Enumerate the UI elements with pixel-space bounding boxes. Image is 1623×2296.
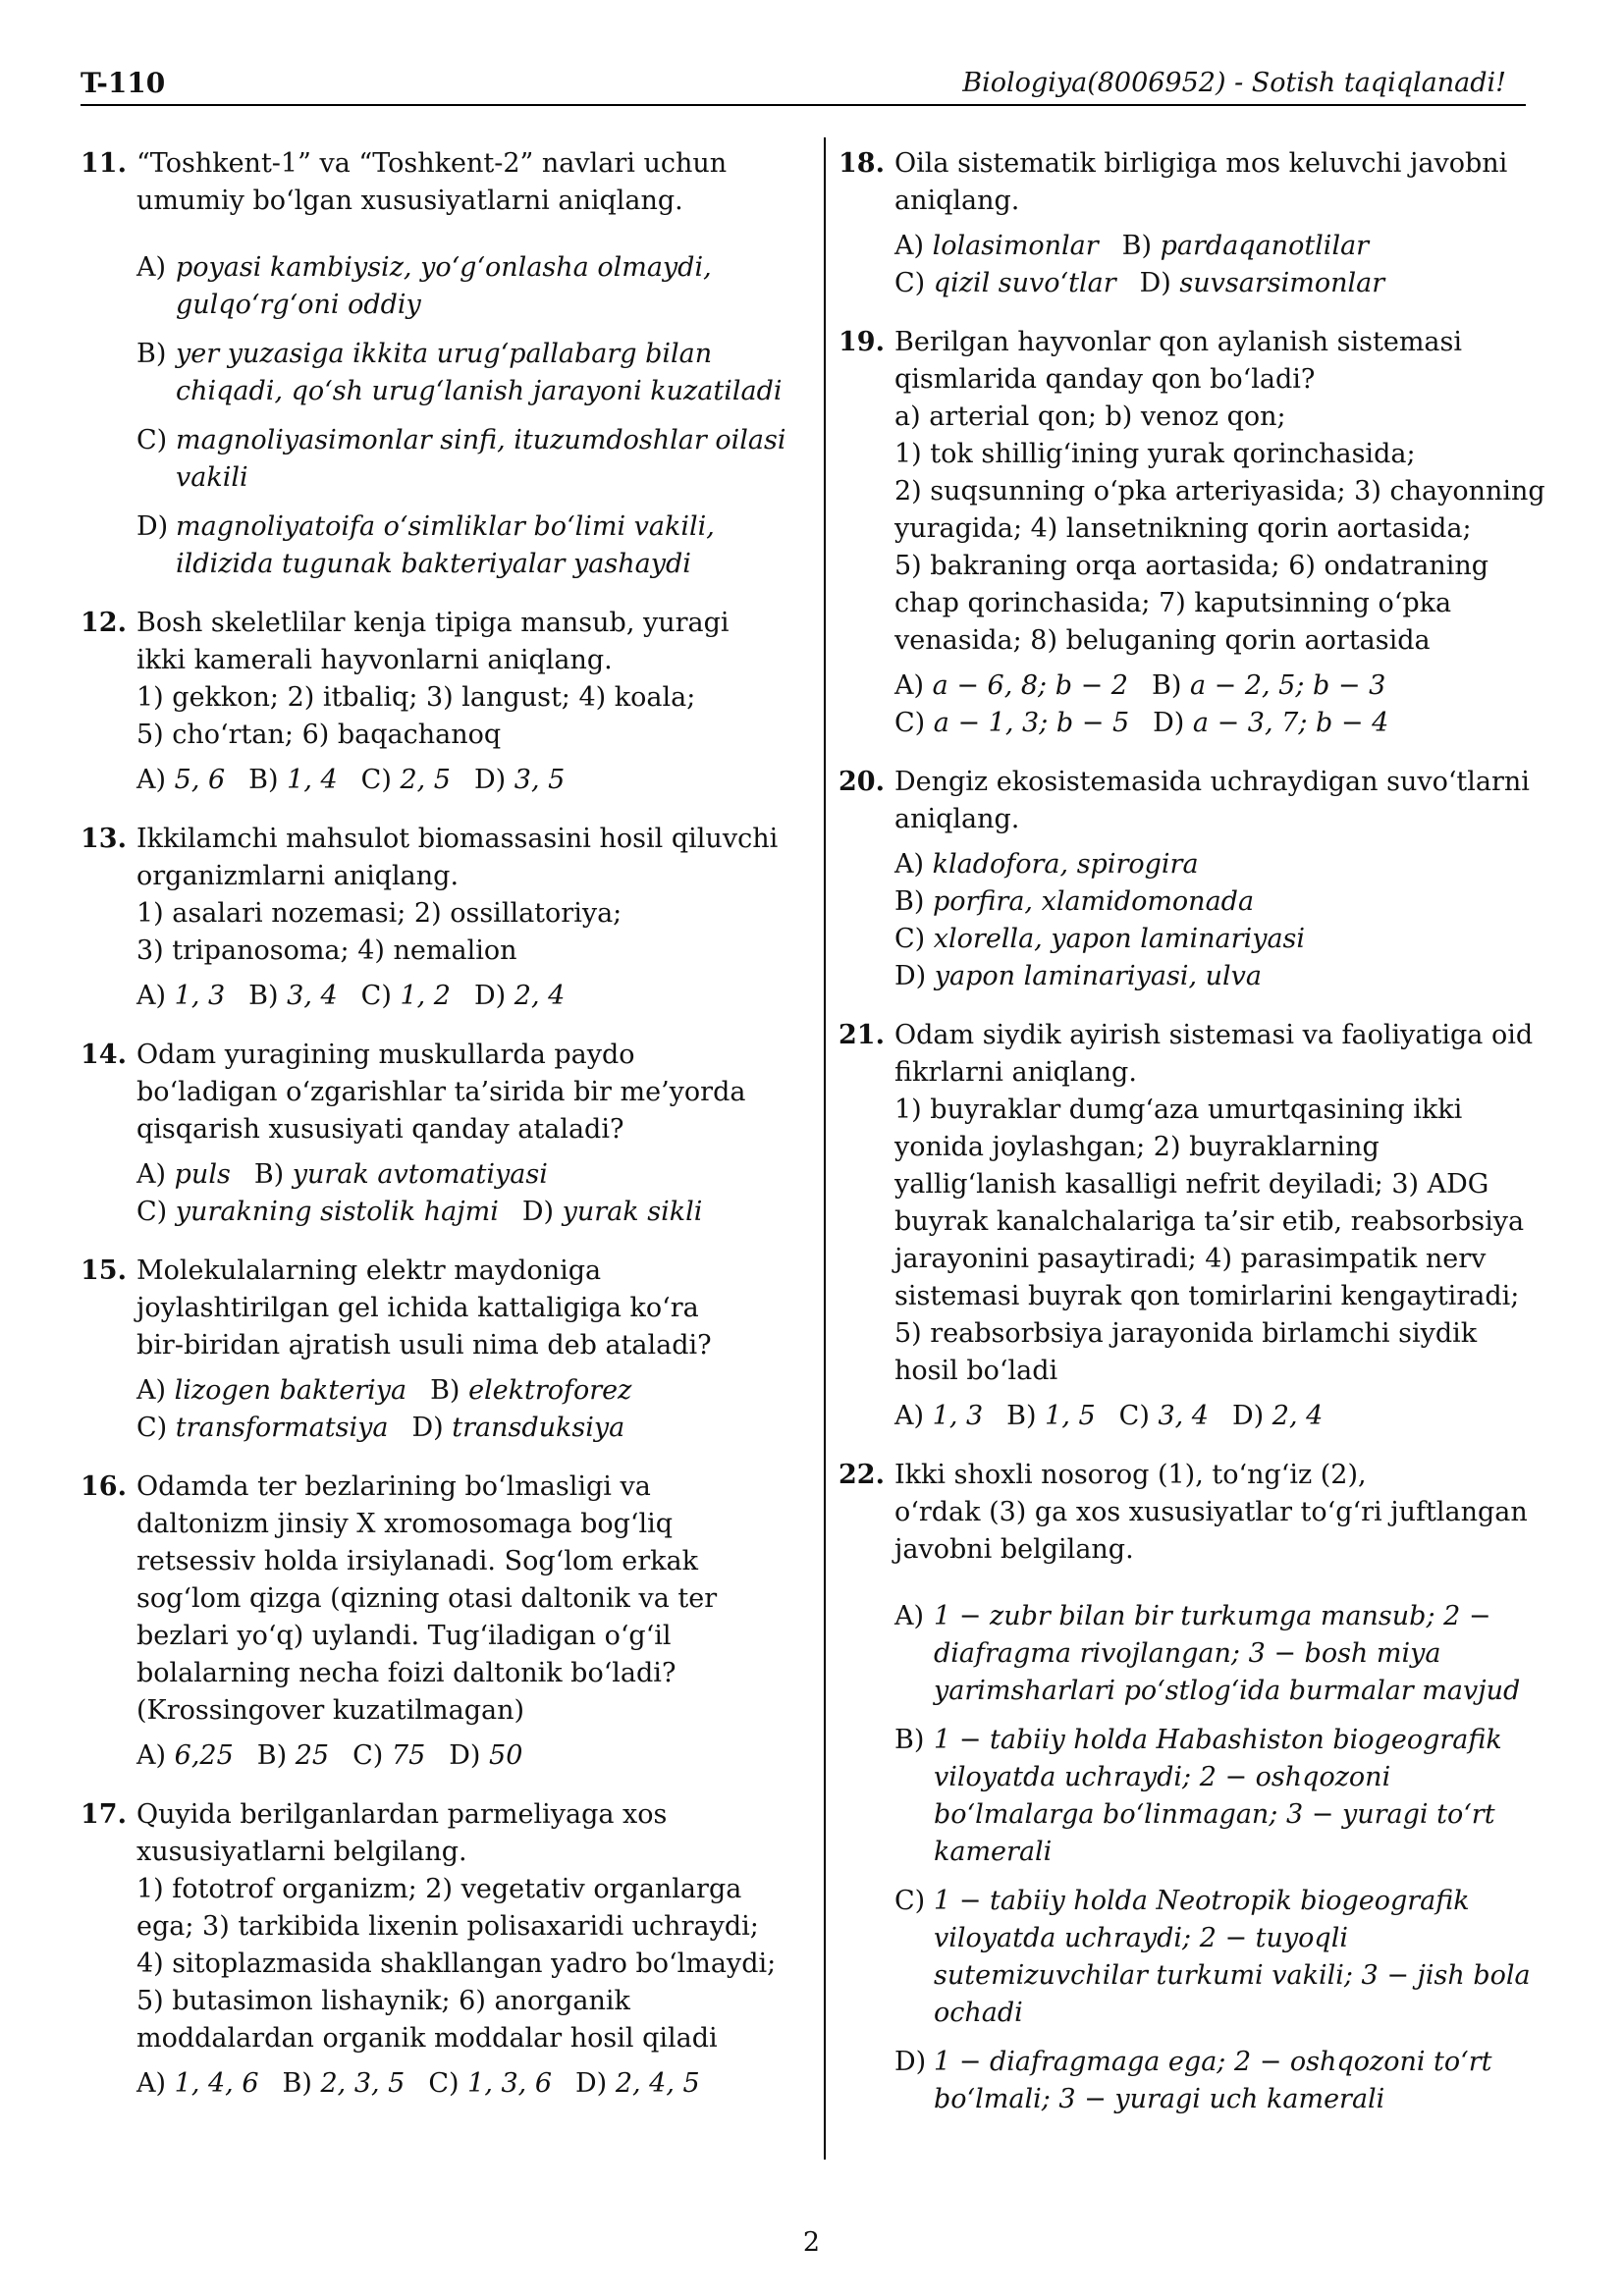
question-text-line: o‘rdak (3) ga xos xususiyatlar to‘g‘ri juftlangan xyxy=(894,1497,1528,1527)
option-text: qizil suvo‘tlar xyxy=(933,268,1116,298)
page-header xyxy=(81,61,1526,104)
question-number: 20. xyxy=(839,767,885,797)
answer-row xyxy=(894,705,1526,742)
question-text-line: bolalarning necha foizi daltonik bo‘ladi? xyxy=(136,1658,676,1688)
answer-option[interactable] xyxy=(136,508,768,583)
option-text-line: yarimsharlari po‘stlog‘ida burmalar mavjud xyxy=(934,1676,1521,1706)
question-text-line: ikki kamerali hayvonlarni aniqlang. xyxy=(136,645,613,675)
question-number: 19. xyxy=(839,327,885,357)
option-text: a − 2, 5; b − 3 xyxy=(1189,670,1386,701)
option-letter: C) xyxy=(894,268,926,298)
option-text: yapon laminariyasi, ulva xyxy=(934,961,1263,991)
option-text: porfira, xlamidomonada xyxy=(932,886,1255,917)
answer-option[interactable] xyxy=(1153,705,1388,742)
option-text-line: gulqo‘rg‘oni oddiy xyxy=(176,290,421,320)
option-text: 2, 3, 5 xyxy=(320,2068,406,2099)
option-letter: A) xyxy=(136,1740,167,1771)
answer-row xyxy=(136,2065,768,2103)
question-text-line: javobni belgilang. xyxy=(894,1534,1134,1565)
answer-option[interactable] xyxy=(254,1156,548,1194)
answer-option[interactable] xyxy=(248,762,338,799)
option-text: a − 6, 8; b − 2 xyxy=(932,670,1128,701)
header-rule xyxy=(81,104,1526,106)
answer-option[interactable] xyxy=(136,2065,259,2103)
question-text-line: chap qorinchasida; 7) kaputsinning o‘pka xyxy=(894,588,1452,618)
answer-option[interactable] xyxy=(894,667,1128,705)
answer-option[interactable] xyxy=(283,2065,406,2103)
answer-options xyxy=(136,2065,768,2103)
option-text-line: vakili xyxy=(176,462,248,493)
option-letter: D) xyxy=(1139,268,1171,298)
answer-option[interactable] xyxy=(894,1598,1526,1710)
option-letter: D) xyxy=(449,1740,481,1771)
question-text-line: 1) buyraklar dumg‘aza umurtqasining ikki xyxy=(894,1095,1463,1125)
answer-option[interactable] xyxy=(411,1410,624,1447)
answer-row xyxy=(894,1398,1526,1435)
question-text-line: venasida; 8) beluganing qorin aortasida xyxy=(894,625,1431,656)
option-text-line: magnoliyatoifa o‘simliklar bo‘limi vakili, xyxy=(176,511,715,542)
option-text: 1, 2 xyxy=(400,981,451,1011)
question xyxy=(839,324,1545,742)
option-letter: B) xyxy=(1151,670,1182,701)
answer-option[interactable] xyxy=(136,1156,231,1194)
question-text-line: yuragida; 4) lansetnikning qorin aortasida; xyxy=(894,513,1472,544)
option-letter: C) xyxy=(428,2068,460,2099)
option-letter: B) xyxy=(894,1725,925,1755)
option-letter: D) xyxy=(474,981,507,1011)
answer-option[interactable] xyxy=(474,762,565,799)
answer-options xyxy=(136,762,768,799)
answer-options xyxy=(136,978,768,1015)
answer-option[interactable] xyxy=(1152,667,1385,705)
option-letter: C) xyxy=(352,1740,384,1771)
question-text-line: Molekulalarning elektr maydoniga xyxy=(136,1255,602,1286)
question-number: 17. xyxy=(81,1799,127,1830)
question-number: 18. xyxy=(839,148,885,179)
question-text-line: sog‘lom qizga (qizning otasi daltonik va ter xyxy=(136,1583,718,1614)
option-text: 1, 5 xyxy=(1045,1401,1096,1431)
answer-option[interactable] xyxy=(136,978,225,1015)
question-number: 15. xyxy=(81,1255,127,1286)
question-text-line: ega; 3) tarkibida lixenin polisaxaridi uchraydi; xyxy=(136,1911,759,1942)
option-letter: D) xyxy=(894,961,927,991)
question-text-line: Bosh skeletlilar kenja tipiga mansub, yuragi xyxy=(136,608,730,638)
option-text-line: 1 − tabiiy holda Neotropik biogeografik xyxy=(934,1886,1470,1916)
question-text-line: moddalardan organik moddalar hosil qiladi xyxy=(136,2023,718,2054)
question-text-line: retsessiv holda irsiylanadi. Sog‘lom erkak xyxy=(136,1546,698,1576)
page-number: 2 xyxy=(802,2227,821,2258)
option-text-line: 1 − diafragmaga ega; 2 − oshqozoni to‘rt xyxy=(934,2047,1492,2077)
question-text-line: Quyida berilganlardan parmeliyaga xos xyxy=(136,1799,668,1830)
option-text: 75 xyxy=(391,1740,426,1771)
question xyxy=(839,1017,1534,1435)
answer-row xyxy=(136,1410,768,1447)
question-text-line: aniqlang. xyxy=(894,186,1020,216)
question-text-line: 1) fototrof organizm; 2) vegetativ organlarga xyxy=(136,1874,742,1904)
option-letter: D) xyxy=(136,511,169,542)
option-letter: A) xyxy=(894,1401,925,1431)
option-text: 2, 5 xyxy=(400,765,451,795)
answer-option[interactable] xyxy=(428,2065,552,2103)
answer-option[interactable] xyxy=(894,2044,1526,2118)
option-letter: C) xyxy=(894,924,926,954)
option-text: suvsarsimonlar xyxy=(1179,268,1385,298)
option-text: yurak sikli xyxy=(562,1197,703,1227)
option-letter: B) xyxy=(248,981,279,1011)
question xyxy=(839,1457,1531,2118)
answer-option[interactable] xyxy=(136,422,786,497)
answer-option[interactable] xyxy=(894,1398,983,1435)
option-letter: C) xyxy=(894,708,926,738)
option-text: 1, 3 xyxy=(932,1401,984,1431)
option-text-line: chiqadi, qo‘sh urug‘lanish jarayoni kuzatiladi xyxy=(176,376,783,406)
option-letter: D) xyxy=(1232,1401,1265,1431)
question-text-line: xususiyatlarni belgilang. xyxy=(136,1837,467,1867)
answer-option[interactable] xyxy=(1140,265,1385,302)
option-letter: A) xyxy=(136,2068,167,2099)
option-letter: B) xyxy=(430,1375,460,1406)
option-letter: A) xyxy=(136,1159,167,1190)
question-number: 12. xyxy=(81,608,127,638)
answer-row xyxy=(894,265,1526,302)
question-text-line: organizmlarni aniqlang. xyxy=(136,861,460,891)
answer-options xyxy=(894,846,1526,995)
answer-option[interactable] xyxy=(1122,228,1369,265)
answer-option[interactable] xyxy=(136,336,783,410)
answer-option[interactable] xyxy=(361,762,451,799)
answer-row xyxy=(894,958,1526,995)
option-text: 1, 4, 6 xyxy=(174,2068,259,2099)
answer-row xyxy=(136,1737,768,1775)
answer-option[interactable] xyxy=(1119,1398,1209,1435)
option-text-line: bo‘lmalarga bo‘linmagan; 3 − yuragi to‘rt xyxy=(934,1799,1495,1830)
question-text-line: qismlarida qanday qon bo‘ladi? xyxy=(894,364,1316,395)
answer-options xyxy=(136,1372,768,1447)
question-text-line: Odamda ter bezlarining bo‘lmasligi va xyxy=(136,1471,651,1502)
option-text: a − 1, 3; b − 5 xyxy=(933,708,1130,738)
answer-row xyxy=(894,883,1526,921)
question-text-line: Ikki shoxli nosorog (1), to‘ng‘iz (2), xyxy=(894,1460,1367,1490)
question-number: 21. xyxy=(839,1020,885,1050)
question-text-line: Dengiz ekosistemasida uchraydigan suvo‘tlarni xyxy=(894,767,1530,797)
option-letter: B) xyxy=(256,1740,288,1771)
option-text: 5, 6 xyxy=(174,765,226,795)
option-letter: B) xyxy=(1006,1401,1037,1431)
option-letter: B) xyxy=(253,1159,285,1190)
option-letter: D) xyxy=(1153,708,1185,738)
answer-option[interactable] xyxy=(522,1194,703,1231)
question xyxy=(81,1796,777,2103)
question-text-line: fikrlarni aniqlang. xyxy=(894,1057,1137,1088)
option-text: 6,25 xyxy=(174,1740,234,1771)
option-letter: C) xyxy=(136,1413,168,1443)
option-text-line: viloyatda uchraydi; 2 − oshqozoni xyxy=(934,1762,1391,1792)
option-text-line: 1 − tabiiy holda Habashiston biogeografik xyxy=(934,1725,1502,1755)
question-text-line: 5) reabsorbsiya jarayonida birlamchi siydik xyxy=(894,1318,1478,1349)
answer-option[interactable] xyxy=(449,1737,522,1775)
question-text-line: yallig‘lanish kasalligi nefrit deyiladi; 3) ADG xyxy=(894,1169,1489,1200)
option-letter: D) xyxy=(575,2068,608,2099)
answer-options xyxy=(894,667,1526,742)
question-text-line: bo‘ladigan o‘zgarishlar ta’sirida bir me’yorda xyxy=(136,1077,746,1107)
question-text-line: Ikkilamchi mahsulot biomassasini hosil qiluvchi xyxy=(136,824,779,854)
question-text-line: bezlari yo‘q) uylandi. Tug‘iladigan o‘g‘il xyxy=(136,1621,672,1651)
option-text: 3, 5 xyxy=(514,765,566,795)
answer-option[interactable] xyxy=(1006,1398,1096,1435)
answer-row xyxy=(894,667,1526,705)
answer-options xyxy=(894,228,1526,302)
question-text-line: a) arterial qon; b) venoz qon; xyxy=(894,401,1286,432)
question-text-line: sistemasi buyrak qon tomirlarini kengaytiradi; xyxy=(894,1281,1520,1311)
test-code: T-110 xyxy=(81,67,166,99)
answer-option[interactable] xyxy=(257,1737,329,1775)
answer-option[interactable] xyxy=(894,265,1116,302)
option-text: 3, 4 xyxy=(287,981,338,1011)
question xyxy=(839,764,1530,995)
question-text-line: Odam yuragining muskullarda paydo xyxy=(136,1040,635,1070)
option-text-line: bo‘lmali; 3 − yuragi uch kamerali xyxy=(934,2084,1385,2114)
answer-option[interactable] xyxy=(136,762,225,799)
option-letter: C) xyxy=(136,425,168,455)
question-text-line: joylashtirilgan gel ichida kattaligiga ko‘ra xyxy=(136,1293,699,1323)
question-text-line: 5) cho‘rtan; 6) baqachanoq xyxy=(136,720,502,750)
answer-option[interactable] xyxy=(575,2065,700,2103)
answer-row xyxy=(136,978,768,1015)
question xyxy=(81,1468,768,1775)
question-text-line: (Krossingover kuzatilmagan) xyxy=(136,1695,525,1726)
answer-option[interactable] xyxy=(136,1410,388,1447)
option-text: 1, 3 xyxy=(174,981,226,1011)
option-text: lizogen bakteriya xyxy=(174,1375,407,1406)
option-text: pardaqanotlilar xyxy=(1160,231,1370,261)
answer-option[interactable] xyxy=(136,1737,234,1775)
option-letter: A) xyxy=(136,765,167,795)
option-text: elektroforez xyxy=(468,1375,632,1406)
option-text: a − 3, 7; b − 4 xyxy=(1192,708,1389,738)
question-number: 11. xyxy=(81,148,127,179)
answer-option[interactable] xyxy=(136,1194,499,1231)
question-text-line: qisqarish xususiyati qanday ataladi? xyxy=(136,1114,624,1145)
option-text: 3, 4 xyxy=(1158,1401,1209,1431)
answer-option[interactable] xyxy=(430,1372,631,1410)
option-text-line: magnoliyasimonlar sinfi, ituzumdoshlar oilasi xyxy=(176,425,786,455)
option-text-line: diafragma rivojlangan; 3 − bosh miya xyxy=(934,1638,1441,1669)
question xyxy=(81,605,768,799)
question-number: 14. xyxy=(81,1040,127,1070)
option-letter: A) xyxy=(894,231,925,261)
option-letter: B) xyxy=(248,765,279,795)
question-number: 16. xyxy=(81,1471,127,1502)
option-letter: D) xyxy=(894,2047,927,2077)
option-text: puls xyxy=(174,1159,231,1190)
answer-option[interactable] xyxy=(1232,1398,1323,1435)
option-letter: C) xyxy=(1118,1401,1150,1431)
option-text-line: sutemizuvchilar turkumi vakili; 3 − jish bola xyxy=(934,1960,1531,1991)
option-letter: C) xyxy=(360,981,392,1011)
question-text-line: umumiy bo‘lgan xususiyatlarni aniqlang. xyxy=(136,186,683,216)
question-text-line: 1) tok shillig‘ining yurak qorinchasida; xyxy=(894,439,1416,469)
option-text-line: ochadi xyxy=(934,1998,1023,2028)
option-text: transduksiya xyxy=(452,1413,625,1443)
question-text-line: yonida joylashgan; 2) buyraklarning xyxy=(894,1132,1380,1162)
question-text-line: 3) tripanosoma; 4) nemalion xyxy=(136,935,517,966)
option-text: 1, 3, 6 xyxy=(467,2068,553,2099)
answer-options xyxy=(894,1398,1526,1435)
option-text-line: viloyatda uchraydi; 2 − tuyoqli xyxy=(934,1923,1348,1953)
option-letter: D) xyxy=(521,1197,555,1227)
answer-option[interactable] xyxy=(248,978,338,1015)
answer-options xyxy=(136,1156,768,1231)
question-text-line: 5) butasimon lishaynik; 6) anorganik xyxy=(136,1986,630,2016)
option-text-line: poyasi kambiysiz, yo‘g‘onlasha olmaydi, xyxy=(176,252,712,283)
question-text-line: hosil bo‘ladi xyxy=(894,1356,1058,1386)
option-text-line: kamerali xyxy=(934,1837,1053,1867)
question-text-line: buyrak kanalchalariga ta’sir etib, reabsorbsiya xyxy=(894,1206,1525,1237)
answer-row xyxy=(894,846,1526,883)
left-column xyxy=(81,145,786,2124)
answer-option[interactable] xyxy=(894,228,1099,265)
option-letter: D) xyxy=(411,1413,444,1443)
option-letter: B) xyxy=(1121,231,1153,261)
question xyxy=(81,1037,768,1231)
answer-row xyxy=(136,1372,768,1410)
question-number: 13. xyxy=(81,824,127,854)
option-text: kladofora, spirogira xyxy=(932,849,1199,880)
answer-option[interactable] xyxy=(894,883,1254,921)
option-letter: A) xyxy=(136,252,167,283)
answer-option[interactable] xyxy=(361,978,451,1015)
option-text-line: ildizida tugunak bakteriyalar yashaydi xyxy=(176,549,691,579)
question-text-line: 2) suqsunning o‘pka arteriyasida; 3) chayonning xyxy=(894,476,1545,507)
option-text: lolasimonlar xyxy=(932,231,1099,261)
answer-options xyxy=(136,1737,768,1775)
option-text: 2, 4, 5 xyxy=(615,2068,700,2099)
option-letter: D) xyxy=(474,765,507,795)
option-text-line: 1 − zubr bilan bir turkumga mansub; 2 − xyxy=(934,1601,1491,1631)
option-letter: B) xyxy=(894,886,925,917)
question-text-line: daltonizm jinsiy X xromosomaga bog‘liq xyxy=(136,1509,674,1539)
answer-option[interactable] xyxy=(894,1883,1531,2032)
option-text: yurak avtomatiyasi xyxy=(292,1159,548,1190)
question-number: 22. xyxy=(839,1460,885,1490)
answer-option[interactable] xyxy=(894,1722,1526,1871)
option-letter: A) xyxy=(894,849,925,880)
option-text: 50 xyxy=(489,1740,523,1771)
question-text-line: aniqlang. xyxy=(894,804,1020,834)
answer-option[interactable] xyxy=(352,1737,425,1775)
option-text-line: yer yuzasiga ikkita urug‘pallabarg bilan xyxy=(176,339,713,369)
question-text-line: 1) gekkon; 2) itbaliq; 3) langust; 4) koala; xyxy=(136,682,696,713)
answer-option[interactable] xyxy=(894,958,1262,995)
answer-row xyxy=(136,762,768,799)
test-title: Biologiya(8006952) - Sotish taqiqlanadi! xyxy=(962,68,1506,98)
right-column xyxy=(839,145,1545,2140)
answer-option[interactable] xyxy=(894,846,1199,883)
answer-option[interactable] xyxy=(136,1372,406,1410)
option-letter: C) xyxy=(136,1197,168,1227)
answer-row xyxy=(894,228,1526,265)
question-text-line: “Toshkent-1” va “Toshkent-2” navlari uchun xyxy=(136,148,728,179)
question-text-line: Oila sistematik birligiga mos keluvchi javobni xyxy=(894,148,1508,179)
option-letter: A) xyxy=(136,1375,167,1406)
answer-row xyxy=(136,1156,768,1194)
question-text-line: 4) sitoplazmasida shakllangan yadro bo‘lmaydi; xyxy=(136,1949,777,1979)
question xyxy=(81,821,779,1015)
question-text-line: Odam siydik ayirish sistemasi va faoliyatiga oid xyxy=(894,1020,1534,1050)
option-text: 2, 4 xyxy=(1271,1401,1324,1431)
option-text: yurakning sistolik hajmi xyxy=(175,1197,499,1227)
question-text-line: Berilgan hayvonlar qon aylanish sistemasi xyxy=(894,327,1463,357)
answer-row xyxy=(136,1194,768,1231)
option-letter: A) xyxy=(894,1601,925,1631)
answer-option[interactable] xyxy=(894,921,1305,958)
option-text: 25 xyxy=(295,1740,330,1771)
option-text: transformatsiya xyxy=(175,1413,389,1443)
question-text-line: bir-biridan ajratish usuli nima deb ataladi? xyxy=(136,1330,712,1361)
option-letter: B) xyxy=(136,339,167,369)
option-text: xlorella, yapon laminariyasi xyxy=(933,924,1306,954)
option-letter: C) xyxy=(360,765,392,795)
option-letter: C) xyxy=(894,1886,926,1916)
answer-option[interactable] xyxy=(474,978,565,1015)
option-text: 1, 4 xyxy=(287,765,338,795)
option-text: 2, 4 xyxy=(514,981,566,1011)
question-text-line: 1) asalari nozemasi; 2) ossillatoriya; xyxy=(136,898,622,929)
question xyxy=(839,145,1526,302)
option-letter: A) xyxy=(136,981,167,1011)
answer-option[interactable] xyxy=(894,705,1129,742)
question-text-line: jarayonini pasaytiradi; 4) parasimpatik nerv xyxy=(894,1244,1487,1274)
question xyxy=(81,1253,768,1447)
option-letter: A) xyxy=(894,670,925,701)
answer-option[interactable] xyxy=(136,249,768,324)
column-divider xyxy=(824,137,826,2160)
answer-row xyxy=(894,921,1526,958)
question-text-line: 5) bakraning orqa aortasida; 6) ondatraning xyxy=(894,551,1489,581)
question xyxy=(81,145,786,583)
option-letter: B) xyxy=(282,2068,312,2099)
